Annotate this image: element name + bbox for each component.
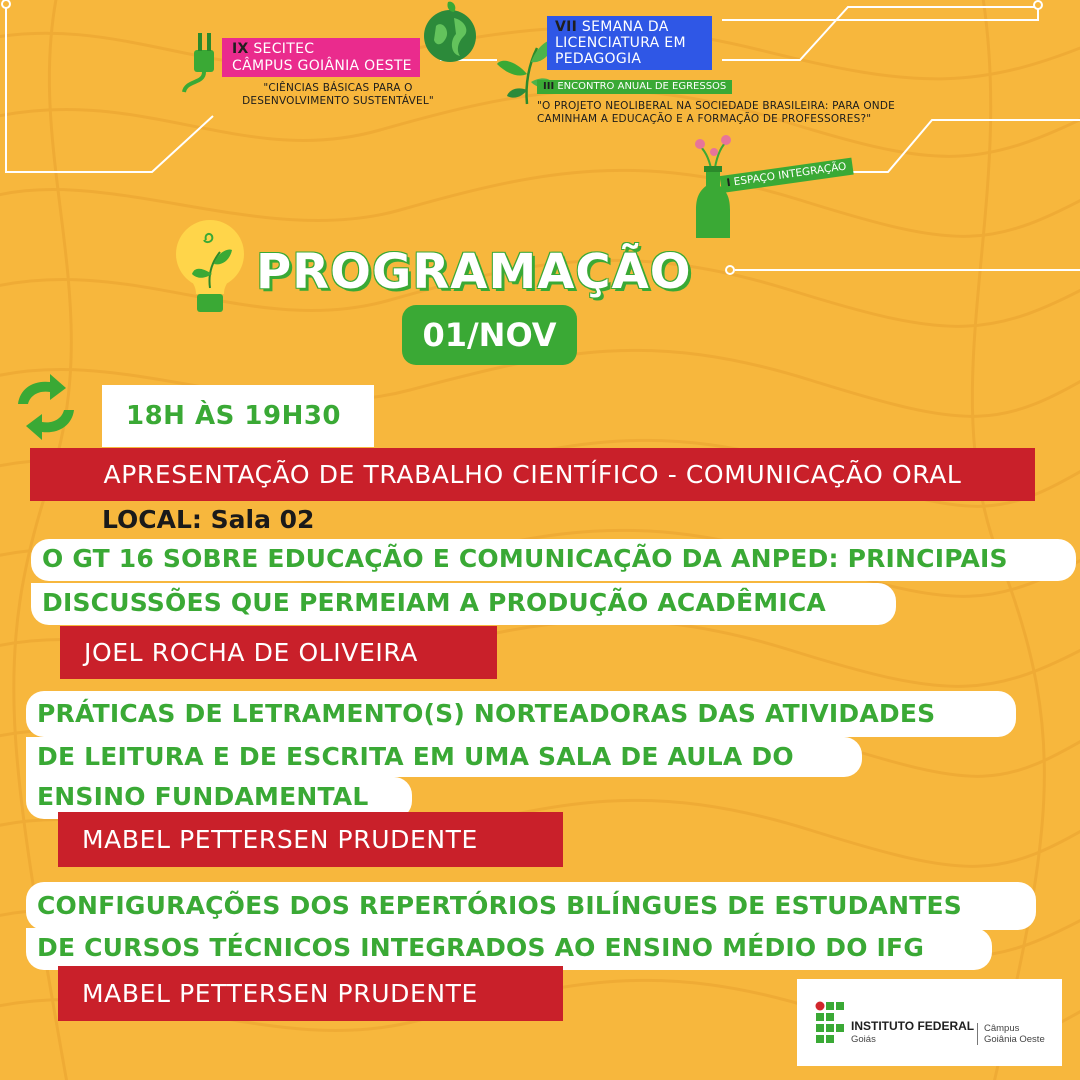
semana-badge [547, 16, 712, 70]
secitec-badge [222, 38, 420, 77]
egressos-badge [537, 80, 732, 94]
talk-2-title-line-3: ENSINO FUNDAMENTAL [26, 777, 412, 819]
logo-campus [984, 1024, 1045, 1045]
talk-1-author: JOEL ROCHA DE OLIVEIRA [60, 626, 497, 679]
logo-campus-line-2: Goiânia Oeste [984, 1033, 1045, 1045]
lightbulb-icon [170, 214, 250, 318]
egressos-number: III [543, 81, 555, 92]
session-location [102, 503, 314, 537]
egressos-title: ENCONTRO ANUAL DE EGRESSOS [557, 81, 727, 92]
talk-1-title-line-2: DISCUSSÕES QUE PERMEIAM A PRODUÇÃO ACADÊMICA [31, 583, 896, 625]
logo-state: Goiás [851, 1034, 876, 1045]
talk-2-author: MABEL PETTERSEN PRUDENTE [58, 812, 563, 867]
semana-title-line-2: LICENCIATURA EM [555, 35, 686, 51]
secitec-theme-line-2: DESENVOLVIMENTO SUSTENTÁVEL" [242, 95, 434, 107]
integracao-number: I [725, 176, 732, 190]
talk-2-title-line-1: PRÁTICAS DE LETRAMENTO(S) NORTEADORAS DAS ATIVIDADES [26, 691, 1016, 737]
semana-theme-line-2: CAMINHAM A EDUCAÇÃO E A FORMAÇÃO DE PROFESSORES?" [537, 113, 872, 125]
secitec-theme-line-1: "CIÊNCIAS BÁSICAS PARA O [263, 82, 413, 94]
plug-icon [176, 28, 226, 96]
logo-divider [977, 1023, 978, 1045]
talk-1-title-line-1: O GT 16 SOBRE EDUCAÇÃO E COMUNICAÇÃO DA ANPED: PRINCIPAIS [31, 539, 1076, 581]
secitec-theme [228, 82, 448, 108]
semana-title-line-3: PEDAGOGIA [555, 51, 642, 67]
location-label: LOCAL: [102, 505, 202, 534]
semana-number: VII [555, 19, 578, 35]
institute-logo [797, 979, 1062, 1066]
talk-3-author: MABEL PETTERSEN PRUDENTE [58, 966, 563, 1021]
date-badge: 01/NOV [402, 305, 577, 365]
semana-theme [537, 100, 917, 126]
globe-icon [420, 0, 480, 66]
talk-3-title-line-1: CONFIGURAÇÕES DOS REPERTÓRIOS BILÍNGUES DE ESTUDANTES [26, 882, 1036, 930]
secitec-title: SECITEC [253, 41, 315, 57]
page-title: PROGRAMAÇÃO [256, 244, 692, 300]
talk-3-title-line-2: DE CURSOS TÉCNICOS INTEGRADOS AO ENSINO MÉDIO DO IFG [26, 928, 992, 970]
secitec-number: IX [232, 41, 249, 57]
secitec-campus: CÂMPUS GOIÂNIA OESTE [232, 58, 412, 74]
if-logo-icon [815, 1001, 845, 1045]
talk-2-title-line-2: DE LEITURA E DE ESCRITA EM UMA SALA DE AULA DO [26, 737, 862, 777]
location-value: Sala 02 [210, 505, 315, 534]
session-type-bar: APRESENTAÇÃO DE TRABALHO CIENTÍFICO - COMUNICAÇÃO ORAL [30, 448, 1035, 501]
integracao-title: ESPAÇO INTEGRAÇÃO [733, 160, 848, 189]
logo-campus-line-1: Câmpus [984, 1023, 1020, 1034]
logo-institute-name: INSTITUTO FEDERAL [851, 1019, 975, 1033]
semana-title-line-1: SEMANA DA [581, 19, 669, 35]
semana-theme-line-1: "O PROJETO NEOLIBERAL NA SOCIEDADE BRASILEIRA: PARA ONDE [537, 100, 895, 112]
session-time: 18H ÀS 19H30 [102, 385, 374, 447]
recycle-icon [10, 374, 82, 440]
